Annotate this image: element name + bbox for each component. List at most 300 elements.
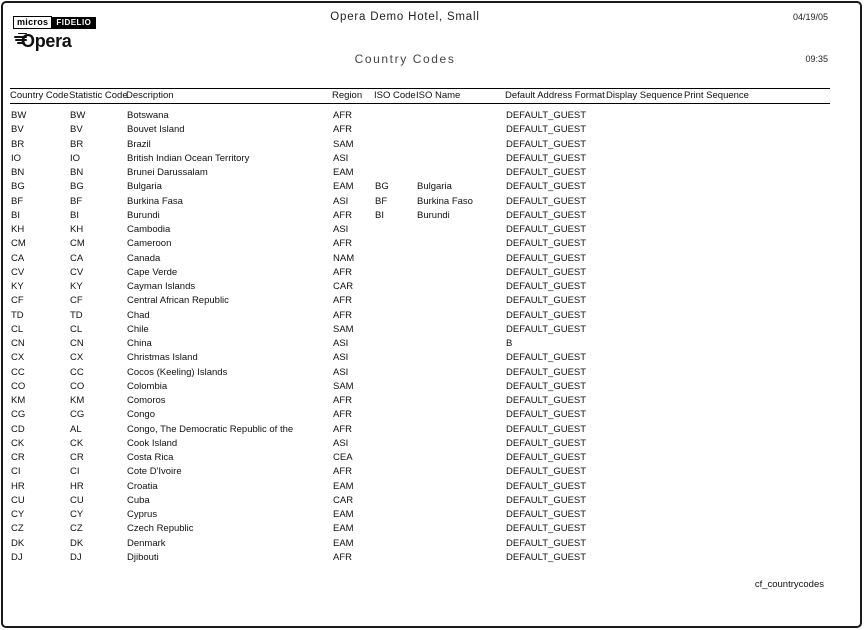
table-cell: DEFAULT_GUEST [506, 295, 587, 307]
table-row [10, 280, 830, 294]
table-cell [375, 522, 417, 536]
table-cell: DEFAULT_GUEST [506, 409, 587, 421]
table-cell: CEA [333, 452, 353, 463]
table-cell [607, 180, 685, 194]
table-cell: CX [70, 352, 84, 364]
table-cell [685, 408, 830, 422]
table-cell: DJ [70, 551, 82, 563]
table-cell [417, 380, 506, 394]
table-row [10, 522, 830, 536]
table-row [10, 408, 830, 422]
table-cell [607, 451, 685, 465]
table-cell [685, 423, 830, 437]
table-cell: DJ [11, 551, 23, 563]
table-cell: CR [70, 452, 84, 463]
table-cell: CZ [70, 523, 83, 535]
table-cell: Brazil [127, 138, 151, 150]
table-cell: Cyprus [127, 509, 158, 520]
table-row [10, 223, 830, 237]
table-cell: EAM [333, 480, 354, 492]
table-cell [417, 437, 506, 451]
table-cell [685, 180, 830, 194]
table-row [10, 180, 830, 194]
table-cell [417, 266, 506, 280]
table-cell [685, 465, 830, 479]
table-cell: DEFAULT_GUEST [506, 437, 587, 449]
table-cell: China [127, 338, 152, 349]
table-cell: Brunei Darussalam [127, 167, 208, 178]
table-cell: DEFAULT_GUEST [506, 509, 587, 520]
table-cell: DEFAULT_GUEST [506, 266, 587, 278]
table-row [10, 465, 830, 479]
table-cell: Cape Verde [127, 266, 178, 278]
table-cell: KM [70, 395, 85, 406]
table-cell [417, 294, 506, 308]
table-cell [607, 366, 685, 380]
table-cell [375, 423, 417, 437]
table-row [10, 494, 830, 508]
table-cell [417, 522, 506, 536]
table-cell [685, 252, 830, 266]
table-cell [375, 494, 417, 508]
table-row [10, 252, 830, 266]
table-cell: KY [70, 281, 83, 292]
table-row [10, 195, 830, 209]
report-page [1, 1, 862, 628]
page-title: Country Codes [354, 52, 456, 66]
table-row [10, 166, 830, 180]
table-cell: CA [11, 252, 25, 264]
table-cell: DK [11, 537, 25, 549]
table-cell: CV [11, 266, 25, 278]
micros-logo-text: micros [13, 16, 52, 29]
table-cell [375, 408, 417, 422]
table-cell [685, 337, 830, 351]
table-cell: BG [70, 181, 84, 193]
table-cell [375, 366, 417, 380]
column-header: Print Sequence [684, 90, 749, 101]
table-cell [607, 294, 685, 308]
table-cell: BG [375, 181, 389, 193]
table-cell: CD [11, 423, 25, 435]
table-cell [607, 351, 685, 365]
table-row [10, 351, 830, 365]
table-cell: DEFAULT_GUEST [506, 309, 587, 321]
table-cell [685, 209, 830, 223]
table-cell: KM [11, 395, 26, 406]
table-cell: DEFAULT_GUEST [506, 523, 587, 535]
column-header: Default Address Format [505, 90, 605, 101]
table-cell: CN [11, 338, 25, 349]
table-cell: DEFAULT_GUEST [506, 395, 587, 406]
table-cell: DEFAULT_GUEST [506, 195, 587, 207]
table-cell [685, 394, 830, 408]
table-cell [685, 223, 830, 237]
table-cell [607, 323, 685, 337]
table-cell [607, 266, 685, 280]
table-cell [417, 337, 506, 351]
table-row [10, 309, 830, 323]
table-cell [417, 237, 506, 251]
table-cell [607, 237, 685, 251]
table-row [10, 138, 830, 152]
report-table [10, 88, 830, 565]
table-row [10, 209, 830, 223]
column-header: Display Sequence [606, 90, 683, 101]
table-cell: IO [11, 152, 22, 164]
table-cell: Bulgaria [417, 181, 452, 193]
column-header: Region [332, 90, 363, 101]
table-cell [685, 280, 830, 294]
table-cell [417, 394, 506, 408]
hotel-title: Opera Demo Hotel, Small [330, 11, 480, 23]
table-cell: BW [70, 110, 86, 121]
table-cell: DEFAULT_GUEST [506, 124, 587, 136]
table-cell: IO [70, 152, 81, 164]
table-cell [375, 266, 417, 280]
table-cell: CO [11, 380, 26, 392]
fidelio-logo-text: FIDELIO [51, 17, 96, 29]
table-cell [417, 551, 506, 565]
table-cell: British Indian Ocean Territory [127, 152, 250, 164]
column-header: ISO Code [374, 90, 416, 101]
table-cell [685, 494, 830, 508]
table-cell [375, 508, 417, 522]
table-cell: AFR [333, 551, 352, 563]
table-cell: Chile [127, 323, 149, 335]
table-cell [417, 366, 506, 380]
table-cell [375, 480, 417, 494]
table-cell: CI [11, 466, 21, 478]
table-cell: Cameroon [127, 238, 172, 250]
table-cell [417, 309, 506, 323]
table-row [10, 323, 830, 337]
table-cell: HR [11, 480, 25, 492]
table-cell [417, 480, 506, 494]
table-cell: CL [70, 323, 83, 335]
table-cell [607, 380, 685, 394]
table-cell: Czech Republic [127, 523, 194, 535]
table-cell: CK [70, 437, 84, 449]
table-cell: CO [70, 380, 85, 392]
table-cell: AFR [333, 423, 352, 435]
table-cell: CY [70, 509, 84, 520]
table-cell: DEFAULT_GUEST [506, 152, 587, 164]
table-cell [417, 508, 506, 522]
table-cell [375, 351, 417, 365]
table-cell: AFR [333, 466, 352, 478]
table-cell [685, 351, 830, 365]
table-cell: CI [70, 466, 80, 478]
table-cell: Burundi [417, 209, 450, 221]
table-cell: TD [70, 309, 83, 321]
table-cell [607, 537, 685, 551]
table-cell [685, 138, 830, 152]
table-cell: DEFAULT_GUEST [506, 167, 587, 178]
report-id: cf_countrycodes [754, 579, 824, 590]
table-cell [685, 309, 830, 323]
table-cell [685, 508, 830, 522]
table-row [10, 551, 830, 565]
table-cell [417, 423, 506, 437]
table-cell: DEFAULT_GUEST [506, 494, 587, 506]
table-header-row [10, 88, 830, 104]
table-cell: CC [11, 366, 25, 378]
table-cell: NAM [333, 252, 355, 264]
table-cell: CF [70, 295, 83, 307]
table-row [10, 480, 830, 494]
table-cell [607, 109, 685, 123]
table-row [10, 237, 830, 251]
table-cell [607, 195, 685, 209]
table-cell [685, 451, 830, 465]
table-cell [607, 522, 685, 536]
table-row [10, 451, 830, 465]
table-cell: CM [11, 238, 26, 250]
column-header: Description [126, 90, 174, 101]
table-cell: DEFAULT_GUEST [506, 281, 587, 292]
table-row [10, 109, 830, 123]
table-cell: AFR [333, 124, 352, 136]
table-cell: Croatia [127, 480, 158, 492]
table-row [10, 152, 830, 166]
table-cell: AFR [333, 266, 352, 278]
table-cell: CG [70, 409, 85, 421]
opera-logo [14, 31, 72, 52]
table-cell [607, 166, 685, 180]
table-cell: CAR [333, 494, 354, 506]
table-cell [417, 152, 506, 166]
table-cell [417, 280, 506, 294]
table-cell: Costa Rica [127, 452, 174, 463]
table-cell [685, 166, 830, 180]
table-cell [417, 166, 506, 180]
table-cell [417, 138, 506, 152]
table-cell: Central African Republic [127, 295, 229, 307]
table-cell: AFR [333, 395, 352, 406]
table-cell: SAM [333, 138, 354, 150]
table-cell: Cook Island [127, 437, 178, 449]
table-cell: Congo [127, 409, 155, 421]
table-cell: CM [70, 238, 85, 250]
table-cell [607, 408, 685, 422]
table-cell: DEFAULT_GUEST [506, 452, 587, 463]
table-cell [417, 252, 506, 266]
table-cell: BF [70, 195, 83, 207]
table-cell: CU [11, 494, 25, 506]
table-cell: ASI [333, 352, 349, 364]
table-cell [375, 380, 417, 394]
table-cell [607, 337, 685, 351]
table-cell [685, 366, 830, 380]
table-cell: BN [11, 167, 25, 178]
table-cell: CX [11, 352, 25, 364]
table-cell [685, 152, 830, 166]
table-cell [607, 123, 685, 137]
table-cell: Cambodia [127, 224, 171, 235]
table-cell: ASI [333, 152, 349, 164]
table-row [10, 437, 830, 451]
table-cell: Cayman Islands [127, 281, 196, 292]
table-cell: Christmas Island [127, 352, 198, 364]
table-cell [685, 323, 830, 337]
table-cell: Cuba [127, 494, 150, 506]
table-cell: EAM [333, 509, 354, 520]
table-cell: DEFAULT_GUEST [506, 466, 587, 478]
table-cell [685, 480, 830, 494]
table-cell: CAR [333, 281, 354, 292]
table-cell [607, 152, 685, 166]
table-cell: ASI [333, 437, 349, 449]
table-cell: DK [70, 537, 84, 549]
table-cell [417, 537, 506, 551]
table-cell: CA [70, 252, 84, 264]
table-cell [417, 123, 506, 137]
table-cell: BV [11, 124, 24, 136]
table-cell [607, 252, 685, 266]
table-cell [417, 351, 506, 365]
table-cell [375, 280, 417, 294]
table-cell [375, 152, 417, 166]
table-cell [607, 138, 685, 152]
table-cell: AFR [333, 409, 352, 421]
table-cell [417, 465, 506, 479]
table-cell [417, 494, 506, 508]
table-cell: AFR [333, 110, 352, 121]
table-cell: BF [375, 195, 388, 207]
table-row [10, 366, 830, 380]
table-cell [375, 109, 417, 123]
table-cell [375, 309, 417, 323]
report-time: 09:35 [805, 54, 828, 64]
table-cell: AFR [333, 309, 352, 321]
table-cell: Colombia [127, 380, 168, 392]
table-cell: CF [11, 295, 24, 307]
table-row [10, 508, 830, 522]
table-cell [375, 337, 417, 351]
table-cell [417, 323, 506, 337]
table-row [10, 337, 830, 351]
table-cell: CY [11, 509, 25, 520]
table-row [10, 394, 830, 408]
table-cell: CG [11, 409, 26, 421]
table-cell: BW [11, 110, 27, 121]
table-cell: BI [70, 209, 79, 221]
table-cell [375, 451, 417, 465]
table-cell [685, 437, 830, 451]
table-cell [375, 323, 417, 337]
table-row [10, 537, 830, 551]
table-cell: Congo, The Democratic Republic of the [127, 423, 294, 435]
table-cell [685, 537, 830, 551]
table-row [10, 380, 830, 394]
table-cell [607, 223, 685, 237]
table-cell: DEFAULT_GUEST [506, 323, 587, 335]
table-cell: Botswana [127, 110, 169, 121]
table-cell [685, 109, 830, 123]
column-header: Statistic Code [69, 90, 128, 101]
table-cell: CV [70, 266, 84, 278]
table-cell [375, 123, 417, 137]
table-cell: BI [11, 209, 20, 221]
opera-logo-text: Opera [21, 31, 72, 51]
table-cell [417, 223, 506, 237]
table-cell: EAM [333, 167, 354, 178]
table-cell: BI [375, 209, 384, 221]
table-cell: DEFAULT_GUEST [506, 238, 587, 250]
table-cell: AFR [333, 238, 352, 250]
table-cell: BR [11, 138, 25, 150]
table-cell: BN [70, 167, 84, 178]
table-cell [375, 294, 417, 308]
table-cell: Burkina Fasa [127, 195, 183, 207]
table-cell: DEFAULT_GUEST [506, 181, 587, 193]
micros-fidelio-logo [13, 16, 96, 29]
table-cell: CN [70, 338, 84, 349]
table-cell: Djibouti [127, 551, 159, 563]
table-cell: Cocos (Keeling) Islands [127, 366, 228, 378]
table-cell: CK [11, 437, 25, 449]
table-cell: Canada [127, 252, 161, 264]
table-cell: Cote D'Ivoire [127, 466, 182, 478]
table-cell [375, 223, 417, 237]
table-cell: DEFAULT_GUEST [506, 209, 587, 221]
table-cell: Comoros [127, 395, 166, 406]
table-cell: BF [11, 195, 24, 207]
table-cell: EAM [333, 523, 354, 535]
table-cell [375, 138, 417, 152]
table-cell: DEFAULT_GUEST [506, 366, 587, 378]
table-cell: Bouvet Island [127, 124, 185, 136]
table-cell [685, 123, 830, 137]
table-cell: BR [70, 138, 84, 150]
table-cell [417, 109, 506, 123]
table-cell: CZ [11, 523, 24, 535]
table-cell: Denmark [127, 537, 166, 549]
column-header: ISO Name [416, 90, 461, 101]
table-row [10, 294, 830, 308]
table-cell [417, 408, 506, 422]
table-body [10, 109, 830, 565]
table-cell [375, 237, 417, 251]
table-cell: DEFAULT_GUEST [506, 480, 587, 492]
table-cell: AL [70, 423, 82, 435]
table-cell: DEFAULT_GUEST [506, 138, 587, 150]
table-cell: CU [70, 494, 84, 506]
table-cell: SAM [333, 380, 354, 392]
table-cell [607, 209, 685, 223]
table-row [10, 123, 830, 137]
table-cell: Bulgaria [127, 181, 162, 193]
table-cell [685, 522, 830, 536]
table-cell [607, 280, 685, 294]
table-cell: Burundi [127, 209, 160, 221]
table-cell: ASI [333, 195, 349, 207]
table-cell: DEFAULT_GUEST [506, 224, 587, 235]
table-cell [375, 394, 417, 408]
table-cell: DEFAULT_GUEST [506, 352, 587, 364]
table-cell [375, 166, 417, 180]
table-cell [607, 551, 685, 565]
table-cell: ASI [333, 224, 349, 235]
table-cell: DEFAULT_GUEST [506, 551, 587, 563]
table-cell [375, 437, 417, 451]
table-cell: ASI [333, 338, 349, 349]
table-cell: ASI [333, 366, 349, 378]
table-cell [685, 294, 830, 308]
table-cell: KY [11, 281, 24, 292]
table-cell [375, 551, 417, 565]
